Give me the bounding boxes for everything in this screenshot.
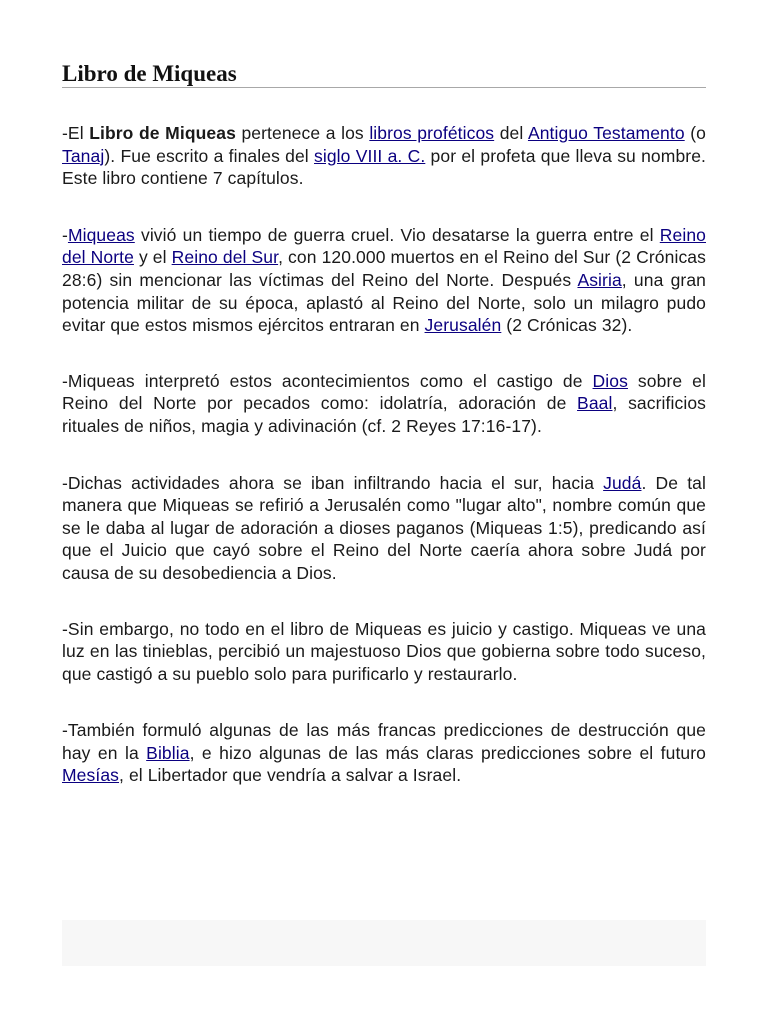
text: vivió un tiempo de guerra cruel. Vio desatarse la guerra entre el <box>134 224 660 245</box>
text: -Dichas actividades ahora se iban infiltrando hacia el sur, hacia <box>62 472 604 493</box>
link-jerusalen[interactable]: Jerusalén <box>424 315 502 336</box>
paragraph-2 <box>62 224 706 337</box>
link-biblia[interactable]: Biblia <box>146 742 190 763</box>
paragraph-1 <box>62 122 706 190</box>
link-miqueas[interactable]: Miqueas <box>67 224 135 245</box>
paragraph-3 <box>62 370 706 438</box>
text: - <box>62 224 68 245</box>
text: -Miqueas interpretó estos acontecimientos como el castigo de <box>62 370 593 391</box>
link-siglo-viii-ac[interactable]: siglo VIII a. C. <box>314 145 426 166</box>
link-baal[interactable]: Baal <box>577 393 613 414</box>
text: , sacrificios rituales de niños, magia y adivinación (cf. 2 Reyes 17:16-17). <box>62 393 706 436</box>
link-reino-del-norte[interactable]: Reino del Norte <box>62 224 706 268</box>
text: ). Fue escrito a finales del <box>104 145 315 166</box>
text: pertenece a los <box>235 123 370 143</box>
text: , e hizo algunas de las más claras predicciones sobre el futuro <box>189 742 706 763</box>
text: sobre el Reino del Norte por pecados como: idolatría, adoración de <box>62 370 706 414</box>
link-antiguo-testamento[interactable]: Antiguo Testamento <box>527 123 685 143</box>
text: por el profeta que lleva su nombre. Este libro contiene 7 capítulos. <box>62 145 706 189</box>
text: -También formuló algunas de las más francas predicciones de destrucción que hay en la <box>62 720 706 763</box>
page-title: Libro de Miqueas <box>62 61 237 86</box>
text: . De tal manera que Miqueas se refirió a Jerusalén como "lugar alto", nombre común que se le daba al lugar de adoración a dioses paganos (Miqueas 1:5), predicando así que el Juicio que cayó sobre el Reino del Norte caería ahora sobre Judá por causa de su desobediencia a Dios. <box>62 472 706 583</box>
link-asiria[interactable]: Asiria <box>577 269 622 290</box>
text: y el <box>133 247 172 268</box>
text: -El <box>62 123 90 143</box>
text: (o <box>684 123 706 143</box>
link-libros-profeticos[interactable]: libros proféticos <box>369 123 495 143</box>
link-juda[interactable]: Judá <box>603 472 642 493</box>
text: del <box>494 123 528 143</box>
paragraph-4 <box>62 472 706 585</box>
article <box>62 0 706 787</box>
link-mesias[interactable]: Mesías <box>62 765 120 786</box>
text: , con 120.000 muertos en el Reino del Sur (2 Crónicas 28:6) sin mencionar las víctimas del Reino del Norte. Después <box>62 247 706 290</box>
text: (2 Crónicas 32). <box>501 315 633 336</box>
footer-placeholder-box <box>62 920 706 966</box>
link-tanaj[interactable]: Tanaj <box>62 145 105 166</box>
bold-term-libro-de-miqueas: Libro de Miqueas <box>89 123 236 143</box>
text: -Sin embargo, no todo en el libro de Miqueas es juicio y castigo. Miqueas ve una luz en las tinieblas, percibió un majestuoso Dios que gobierna sobre todo suceso, que castigó a su pueblo solo para purificarlo y restaurarlo. <box>62 618 706 684</box>
link-reino-del-sur[interactable]: Reino del Sur <box>171 247 279 268</box>
paragraph-6 <box>62 719 706 787</box>
text: , el Libertador que vendría a salvar a Israel. <box>119 765 462 786</box>
link-dios[interactable]: Dios <box>592 370 628 391</box>
paragraph-5 <box>62 618 706 686</box>
text: , una gran potencia militar de su época, aplastó al Reino del Norte, solo un milagro pudo evitar que estos mismos ejércitos entraran en <box>62 269 706 336</box>
